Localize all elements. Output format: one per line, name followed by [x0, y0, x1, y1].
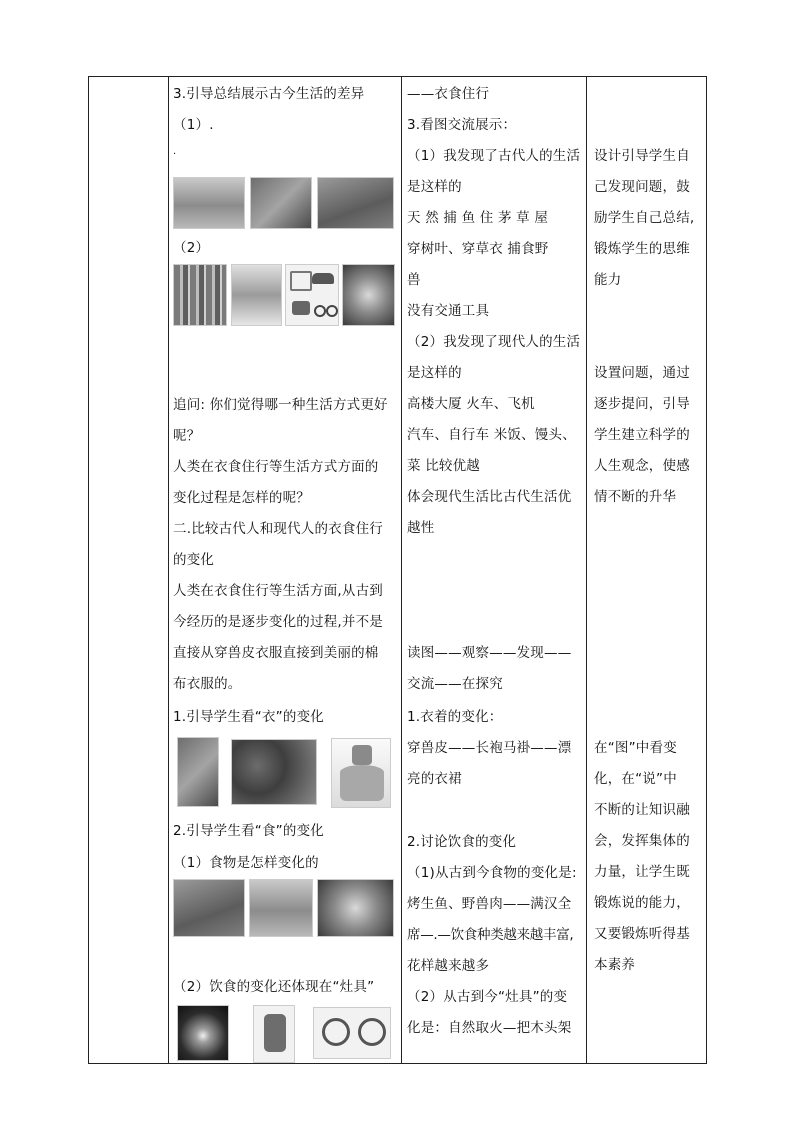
text-line: 读图——观察——发现—— — [407, 645, 572, 661]
text-line: （1)从古到今食物的变化是: — [407, 865, 577, 881]
bicycle-wheel-icon — [326, 305, 338, 317]
dot-mark: . — [173, 146, 177, 157]
dress-skirt — [340, 765, 384, 801]
dress-bodice — [352, 745, 372, 765]
explanation-line2: 今经历的是逐步变化的过程,并不是 — [173, 614, 383, 630]
explanation-line4: 布衣服的。 — [173, 676, 242, 692]
coal-stove-photo — [253, 1005, 295, 1063]
text-line: （1）我发现了古代人的生活 — [407, 148, 581, 164]
train-plane-photo — [231, 264, 282, 326]
text-line: 兽 — [407, 272, 421, 288]
burner-left — [322, 1018, 350, 1046]
text-line: 锻炼说的能力， — [594, 895, 690, 911]
column-divider — [168, 77, 169, 1063]
text-line: 设计引导学生自 — [594, 148, 690, 164]
followup-question-line2: 呢？ — [173, 428, 201, 444]
explanation-line3: 直接从穿兽皮衣服直接到美丽的棉 — [173, 645, 379, 661]
lesson-table — [88, 76, 707, 1064]
text-line: 情不断的升华 — [594, 489, 677, 505]
food-guide-label: 2.引导学生看“食”的变化 — [173, 823, 324, 839]
followup-question-line1: 追问: 你们觉得哪一种生活方式更好 — [173, 397, 388, 413]
text-line: ——衣食住行 — [407, 86, 490, 102]
varied-dishes-photo — [317, 879, 394, 937]
text-line: 力量，让学生既 — [594, 864, 690, 880]
text-line: 励学生自己总结, — [594, 210, 695, 226]
step-3-heading: 3.引导总结展示古今生活的差异 — [173, 86, 365, 102]
fishing-photo — [173, 177, 245, 229]
text-line: 席—.—饮食种类越来越丰富, — [407, 927, 574, 943]
text-line: 人生观念，使感 — [594, 458, 690, 474]
text-line: 交流——在探究 — [407, 676, 503, 692]
text-line: 能力 — [594, 272, 622, 288]
text-line: 花样越来越多 — [407, 958, 490, 974]
text-line: 又要锻炼听得基 — [594, 926, 690, 942]
text-line: 烤生鱼、野兽肉——满汉全 — [407, 896, 572, 912]
stage-column — [89, 77, 168, 1063]
campfire-photo — [177, 1005, 229, 1061]
text-line: 锻炼学生的思维 — [594, 241, 690, 257]
skyscrapers-photo — [173, 264, 227, 326]
subitem-1-label: （1）. — [173, 117, 214, 133]
question-line1: 人类在衣食住行等生活方式方面的 — [173, 459, 379, 475]
rice-dish-photo — [342, 264, 395, 326]
van-icon — [292, 301, 310, 315]
column-divider — [401, 77, 402, 1063]
text-line: 会，发挥集体的 — [594, 833, 690, 849]
pretty-dress-photo — [331, 738, 391, 808]
stove-body — [264, 1014, 286, 1052]
text-line: 穿兽皮——长袍马褂——漂 — [407, 740, 572, 756]
text-line: 逐步提问，引导 — [594, 396, 690, 412]
text-line: 在“图”中看变 — [594, 740, 677, 756]
text-line: （2）我发现了现代人的生活 — [407, 334, 581, 350]
burner-right — [358, 1018, 386, 1046]
teacher-activity-column — [173, 77, 399, 1063]
bicycle-wheel-icon — [314, 305, 326, 317]
text-line: 体会现代生活比古代生活优 — [407, 489, 572, 505]
text-line: 没有交通工具 — [407, 303, 490, 319]
design-intent-column — [594, 77, 706, 1063]
animal-skin-garment-photo — [177, 737, 219, 807]
food-subitem-1: （1）食物是怎样变化的 — [173, 855, 319, 871]
long-robe-photo — [231, 739, 317, 805]
text-line: （2）从古到今“灶具”的变 — [407, 989, 568, 1005]
car-bicycle-photo — [285, 264, 339, 326]
text-line: 穿树叶、穿草衣 捕食野 — [407, 241, 549, 257]
car-icon — [312, 273, 334, 284]
text-line: 设置问题，通过 — [594, 365, 690, 381]
column-divider — [586, 77, 587, 1063]
section-2-heading-line1: 二.比较古代人和现代人的衣食住行 — [173, 521, 383, 537]
text-line: 2.讨论饮食的变化 — [407, 834, 517, 850]
explanation-line1: 人类在衣食住行等生活方面,从古到 — [173, 583, 383, 599]
student-activity-column — [407, 77, 585, 1063]
banquet-photo — [249, 879, 313, 937]
text-line: 汽车、自行车 米饭、馒头、 — [407, 427, 576, 443]
text-line: 菜 比较优越 — [407, 458, 480, 474]
text-line: 1.衣着的变化： — [407, 709, 503, 725]
roasting-fish-photo — [173, 879, 245, 937]
text-line: 化，在“说”中 — [594, 771, 677, 787]
text-line: 学生建立科学的 — [594, 427, 690, 443]
truck-icon — [290, 271, 312, 291]
text-line: 高楼大厦 火车、飞机 — [407, 396, 535, 412]
food-subitem-2: （2）饮食的变化还体现在“灶具” — [173, 979, 375, 995]
text-line: 不断的让知识融 — [594, 802, 690, 818]
text-line: 亮的衣裙 — [407, 771, 462, 787]
clothing-guide-label: 1.引导学生看“衣”的变化 — [173, 709, 324, 725]
text-line: 己发现问题，鼓 — [594, 179, 690, 195]
subitem-2-label: （2） — [173, 240, 210, 256]
section-2-heading-line2: 的变化 — [173, 552, 215, 568]
text-line: 本素养 — [594, 957, 636, 973]
text-line: 天 然 捕 鱼 住 茅 草 屋 — [407, 210, 549, 226]
text-line: 是这样的 — [407, 365, 462, 381]
question-line2: 变化过程是怎样的呢？ — [173, 490, 310, 506]
wild-camp-photo — [317, 177, 394, 229]
grass-hut-photo — [250, 177, 312, 229]
text-line: 越性 — [407, 520, 435, 536]
text-line: 是这样的 — [407, 179, 462, 195]
text-line: 3.看图交流展示： — [407, 117, 517, 133]
gas-stove-photo — [313, 1007, 391, 1059]
text-line: 化是：自然取火—把木头架 — [407, 1020, 572, 1036]
